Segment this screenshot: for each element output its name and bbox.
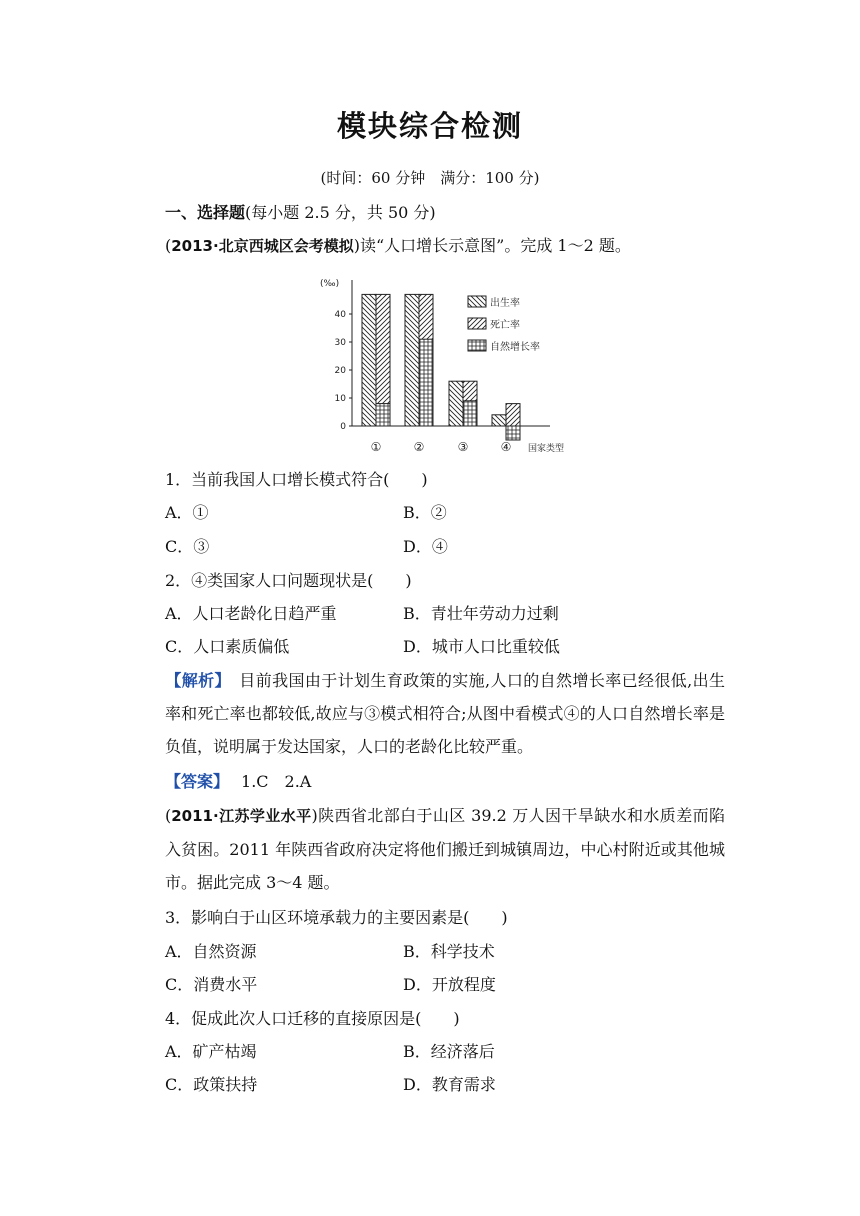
bar-death-rate [506, 404, 520, 426]
q2-option-c[interactable]: C．人口素质偏低 [165, 637, 290, 656]
group1-source: 2013·北京西城区会考模拟 [171, 237, 354, 255]
legend-swatch [468, 296, 486, 307]
x-category-label: ④ [500, 440, 512, 454]
paren-open: ( [165, 806, 172, 825]
bar-natural-growth [419, 339, 433, 426]
q4-option-d[interactable]: D．教育需求 [403, 1075, 496, 1094]
paren-close: ) [353, 236, 360, 255]
group1-intro [165, 236, 631, 256]
section-heading [165, 203, 436, 223]
bar-birth-rate [362, 294, 376, 426]
y-tick-label: 30 [334, 338, 346, 348]
q3-option-b[interactable]: B．科学技术 [403, 942, 495, 961]
chart-axes [320, 279, 564, 454]
q1-option-c[interactable]: C．③ [165, 537, 210, 556]
x-category-label: ① [370, 440, 382, 454]
legend-label: 自然增长率 [490, 342, 540, 353]
paren-open: ( [165, 236, 172, 255]
analysis-text: 目前我国由于计划生育政策的实施,人口的自然增长率已经很低,出生率和死亡率也都较低,故应与③模式相符合;从图中看模式④的人口自然增长率是负值，说明属于发达国家，人口的老龄化比较严重。 [165, 671, 725, 756]
chart-bars [362, 294, 520, 440]
q2-option-b[interactable]: B．青壮年劳动力过剩 [403, 604, 559, 623]
bar-natural-growth [376, 404, 390, 426]
x-category-label: ③ [457, 440, 469, 454]
population-growth-chart [318, 268, 588, 460]
x-axis-label: 国家类型 [528, 444, 565, 454]
question-1-stem: 1．当前我国人口增长模式符合( ) [165, 470, 428, 489]
bar-natural-growth [506, 426, 520, 440]
bar-birth-rate [492, 415, 506, 426]
q4-option-c[interactable]: C．政策扶持 [165, 1075, 258, 1094]
exam-info: (时间：60 分钟 满分：100 分) [320, 169, 540, 187]
legend-swatch [468, 340, 486, 351]
section-title: 一、选择题 [165, 203, 246, 222]
legend-swatch [468, 318, 486, 329]
y-axis-label: (‰) [320, 279, 340, 289]
group2-source: 2011·江苏学业水平 [171, 807, 312, 825]
section-note: (每小题 2.5 分，共 50 分) [245, 203, 436, 222]
answer-text: 1.C 2.A [241, 772, 312, 791]
group1-intro-text: 读“人口增长示意图”。完成 1～2 题。 [359, 236, 631, 255]
q2-option-a[interactable]: A．人口老龄化日趋严重 [165, 604, 337, 623]
chart-legend [468, 296, 540, 353]
y-tick-label: 10 [334, 394, 346, 404]
q2-option-d[interactable]: D．城市人口比重较低 [403, 637, 560, 656]
q3-option-c[interactable]: C．消费水平 [165, 975, 258, 994]
legend-label: 死亡率 [490, 320, 520, 331]
q3-option-a[interactable]: A．自然资源 [165, 942, 257, 961]
bar-birth-rate [449, 381, 463, 426]
question-3-stem: 3．影响白于山区环境承载力的主要因素是( ) [165, 908, 508, 927]
answer-tag: 【答案】 [165, 772, 230, 791]
paren-close: ) [311, 806, 318, 825]
group2-intro [165, 799, 725, 899]
page-title: 模块综合检测 [336, 109, 523, 143]
q4-option-b[interactable]: B．经济落后 [403, 1042, 495, 1061]
group2-intro-text: 陕西省北部白于山区 39.2 万人因干旱缺水和水质差而陷入贫困。2011 年陕西省政府决定将他们搬迁到城镇周边，中心村附近或其他城市。据此完成 3～4 题。 [165, 806, 725, 892]
y-tick-label: 0 [340, 422, 346, 432]
y-tick-label: 20 [334, 366, 346, 376]
q3-option-d[interactable]: D．开放程度 [403, 975, 496, 994]
x-category-label: ② [413, 440, 425, 454]
answer-line [165, 772, 311, 792]
q4-option-a[interactable]: A．矿产枯竭 [165, 1042, 257, 1061]
legend-label: 出生率 [490, 298, 520, 309]
question-4-stem: 4．促成此次人口迁移的直接原因是( ) [165, 1009, 460, 1028]
q1-option-d[interactable]: D．④ [403, 537, 448, 556]
question-2-stem: 2．④类国家人口问题现状是( ) [165, 571, 412, 590]
y-tick-label: 40 [334, 310, 346, 320]
analysis-block [165, 664, 725, 763]
q1-option-b[interactable]: B．② [403, 503, 447, 522]
bar-birth-rate [405, 294, 419, 426]
q1-option-a[interactable]: A．① [165, 503, 209, 522]
bar-natural-growth [463, 401, 477, 426]
analysis-tag: 【解析】 [165, 671, 231, 690]
